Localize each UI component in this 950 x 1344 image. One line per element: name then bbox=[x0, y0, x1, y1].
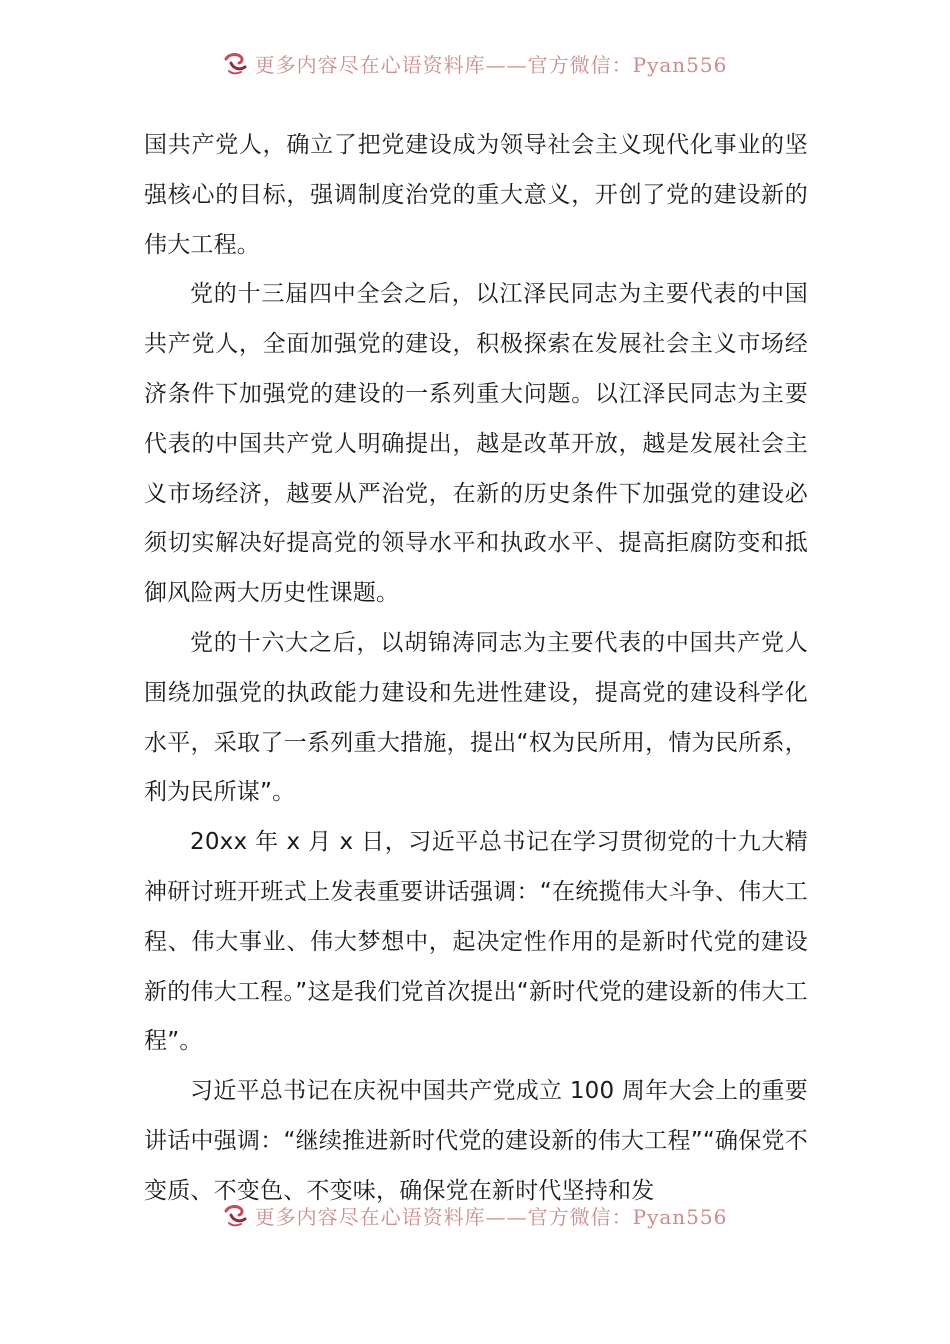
brand-swirl-logo-icon bbox=[223, 53, 249, 76]
brand-swirl-logo-icon bbox=[223, 1204, 249, 1228]
paragraph: 20xx 年 x 月 x 日，习近平总书记在学习贯彻党的十九大精神研讨班开班式上发表重要讲话强调：“在统揽伟大斗争、伟大工程、伟大事业、伟大梦想中，起决定性作用的是新时代党的建设新的伟大工程。”这是我们党首次提出“新时代党的建设新的伟大工程”。 bbox=[144, 829, 808, 1055]
footer-watermark-banner bbox=[0, 1204, 950, 1238]
header-watermark-text: 更多内容尽在心语资料库——官方微信：Pyan556 bbox=[254, 53, 728, 77]
paragraph: 党的十六大之后，以胡锦涛同志为主要代表的中国共产党人围绕加强党的执政能力建设和先进性建设，提高党的建设科学化水平，采取了一系列重大措施，提出“权为民所用，情为民所系，利为民所谋”。 bbox=[144, 629, 808, 806]
document-body bbox=[144, 121, 808, 1217]
paragraph: 习近平总书记在庆祝中国共产党成立 100 周年大会上的重要讲话中强调：“继续推进新时代党的建设新的伟大工程”“确保党不变质、不变色、不变味，确保党在新时代坚持和发 bbox=[144, 1078, 808, 1204]
header-watermark-banner bbox=[0, 53, 950, 87]
footer-watermark-text: 更多内容尽在心语资料库——官方微信：Pyan556 bbox=[254, 1204, 728, 1229]
paragraph: 党的十三届四中全会之后，以江泽民同志为主要代表的中国共产党人，全面加强党的建设，积极探索在发展社会主义市场经济条件下加强党的建设的一系列重大问题。以江泽民同志为主要代表的中国共产党人明确提出，越是改革开放，越是发展社会主义市场经济，越要从严治党，在新的历史条件下加强党的建设必须切实解决好提高党的领导水平和执政水平、提高拒腐防变和抵御风险两大历史性课题。 bbox=[144, 281, 808, 607]
paragraph-continuation: 国共产党人，确立了把党建设成为领导社会主义现代化事业的坚强核心的目标，强调制度治党的重大意义，开创了党的建设新的伟大工程。 bbox=[144, 132, 808, 258]
